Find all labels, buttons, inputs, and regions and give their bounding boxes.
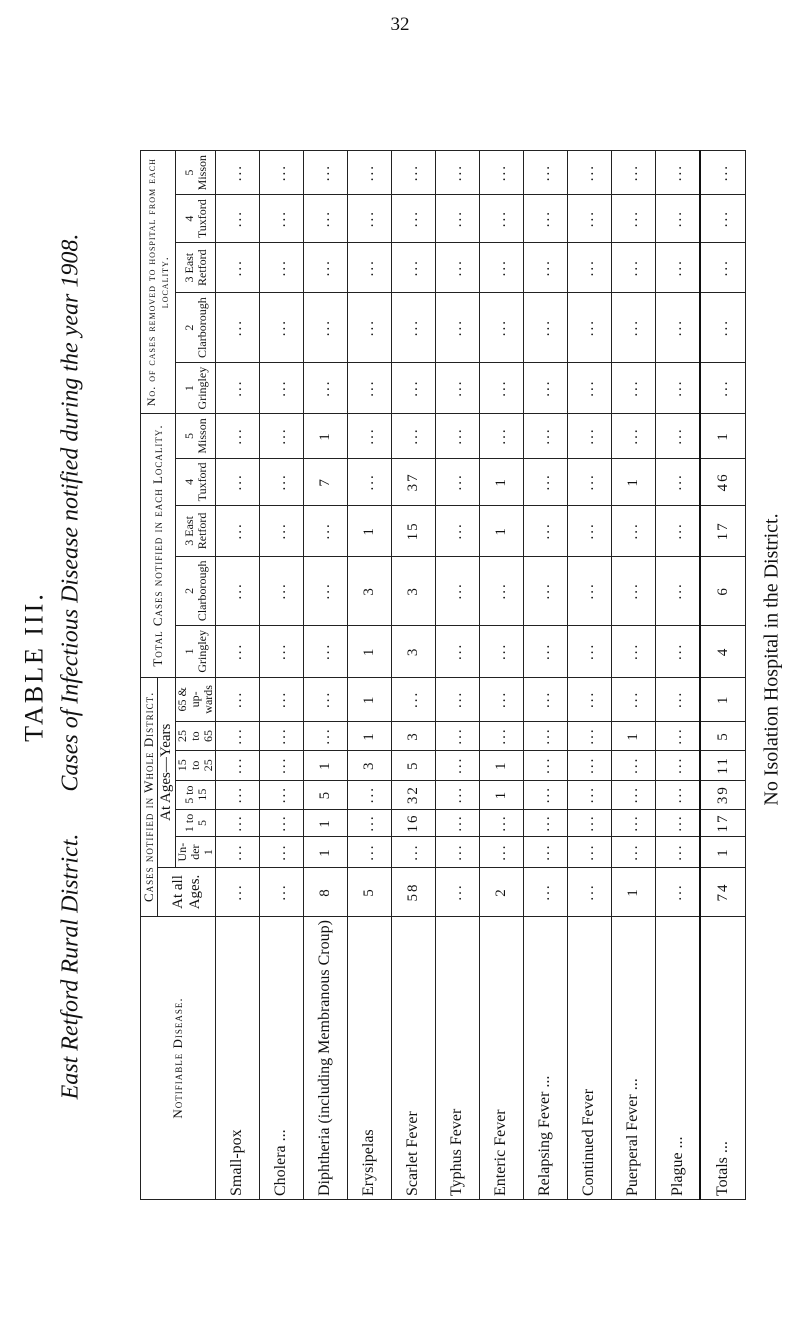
- locality-total-cell: 1: [611, 458, 655, 506]
- removed-cell: ...: [259, 195, 303, 243]
- age-cell: ...: [611, 809, 655, 837]
- locality-total-cell: ...: [567, 506, 611, 556]
- age-cell: ...: [655, 750, 700, 780]
- removed-cell: ...: [700, 151, 745, 195]
- locality-total-cell: ...: [479, 626, 523, 678]
- removed-cell: ...: [435, 151, 479, 195]
- header-removed-1: 1 Gringley: [176, 362, 216, 414]
- all-ages-cell: ...: [655, 867, 700, 916]
- locality-total-cell: ...: [347, 414, 391, 458]
- table-container: [140, 150, 746, 1200]
- disease-cell: Cholera ...: [259, 917, 303, 1200]
- age-cell: 3: [391, 722, 435, 751]
- removed-cell: ...: [567, 151, 611, 195]
- age-cell: ...: [259, 837, 303, 868]
- removed-cell: ...: [479, 151, 523, 195]
- removed-cell: ...: [611, 243, 655, 293]
- age-cell: ...: [435, 780, 479, 809]
- removed-cell: ...: [259, 293, 303, 363]
- age-cell: ...: [259, 677, 303, 722]
- removed-cell: ...: [347, 362, 391, 414]
- disease-cell: Typhus Fever: [435, 917, 479, 1200]
- age-cell: ...: [567, 780, 611, 809]
- age-cell: ...: [216, 750, 260, 780]
- removed-cell: ...: [216, 243, 260, 293]
- removed-cell: ...: [216, 293, 260, 363]
- removed-cell: ...: [391, 243, 435, 293]
- district-name: East Retford Rural District.: [57, 833, 84, 1100]
- age-cell: ...: [655, 677, 700, 722]
- removed-cell: ...: [391, 195, 435, 243]
- locality-total-cell: 3: [347, 556, 391, 626]
- age-cell: ...: [523, 780, 567, 809]
- table-row: [479, 151, 523, 1200]
- age-cell: ...: [435, 837, 479, 868]
- age-cell: 1: [303, 809, 347, 837]
- header-removed-4: 4 Tuxford: [176, 195, 216, 243]
- age-cell: ...: [655, 722, 700, 751]
- age-cell: ...: [216, 722, 260, 751]
- removed-cell: ...: [347, 151, 391, 195]
- removed-cell: ...: [567, 243, 611, 293]
- header-removed-5: 5 Misson: [176, 151, 216, 195]
- locality-total-cell: ...: [567, 626, 611, 678]
- all-ages-cell: 74: [700, 867, 745, 916]
- age-cell: ...: [479, 837, 523, 868]
- header-age-0: Un-der 1: [176, 837, 216, 868]
- header-age-5: 65 & up-wards: [176, 677, 216, 722]
- age-cell: ...: [435, 750, 479, 780]
- locality-total-cell: 1: [347, 506, 391, 556]
- age-cell: 1: [347, 722, 391, 751]
- header-total-locality: Total Cases notified in each Locality.: [141, 414, 176, 677]
- locality-total-cell: ...: [216, 626, 260, 678]
- locality-total-cell: ...: [611, 556, 655, 626]
- age-cell: ...: [391, 677, 435, 722]
- locality-total-cell: ...: [216, 506, 260, 556]
- age-cell: ...: [216, 809, 260, 837]
- table-row: [303, 151, 347, 1200]
- removed-cell: ...: [655, 195, 700, 243]
- removed-cell: ...: [523, 151, 567, 195]
- locality-total-cell: ...: [435, 556, 479, 626]
- disease-cell: Continued Fever: [567, 917, 611, 1200]
- age-cell: ...: [611, 780, 655, 809]
- removed-cell: ...: [216, 151, 260, 195]
- removed-cell: ...: [479, 362, 523, 414]
- locality-total-cell: 1: [347, 626, 391, 678]
- locality-total-cell: 1: [479, 458, 523, 506]
- age-cell: 11: [700, 750, 745, 780]
- removed-cell: ...: [611, 293, 655, 363]
- removed-cell: ...: [435, 293, 479, 363]
- side-note: No Isolation Hospital in the District.: [760, 513, 783, 806]
- removed-cell: ...: [523, 195, 567, 243]
- removed-cell: ...: [700, 195, 745, 243]
- header-locality-4: 4 Tuxford: [176, 458, 216, 506]
- removed-cell: ...: [435, 195, 479, 243]
- table-row: [611, 151, 655, 1200]
- age-cell: ...: [523, 750, 567, 780]
- age-cell: ...: [435, 677, 479, 722]
- locality-total-cell: ...: [655, 626, 700, 678]
- locality-total-cell: 1: [303, 414, 347, 458]
- locality-total-cell: ...: [523, 556, 567, 626]
- removed-cell: ...: [303, 243, 347, 293]
- age-cell: ...: [216, 677, 260, 722]
- locality-total-cell: 17: [700, 506, 745, 556]
- locality-total-cell: ...: [479, 556, 523, 626]
- table-row: [655, 151, 700, 1200]
- age-cell: 5: [700, 722, 745, 751]
- locality-total-cell: ...: [479, 414, 523, 458]
- removed-cell: ...: [259, 243, 303, 293]
- age-cell: ...: [655, 780, 700, 809]
- header-at-all-ages: At all Ages.: [158, 867, 216, 916]
- table-row: [391, 151, 435, 1200]
- locality-total-cell: ...: [303, 506, 347, 556]
- removed-cell: ...: [700, 243, 745, 293]
- table-row: [347, 151, 391, 1200]
- locality-total-cell: 4: [700, 626, 745, 678]
- removed-cell: ...: [303, 151, 347, 195]
- age-cell: 1: [700, 677, 745, 722]
- age-cell: 1: [347, 677, 391, 722]
- removed-cell: ...: [700, 293, 745, 363]
- removed-cell: ...: [303, 362, 347, 414]
- locality-total-cell: ...: [303, 626, 347, 678]
- age-cell: ...: [347, 809, 391, 837]
- removed-cell: ...: [700, 362, 745, 414]
- age-cell: 1: [303, 750, 347, 780]
- age-cell: ...: [523, 677, 567, 722]
- disease-cell: Puerperal Fever ...: [611, 917, 655, 1200]
- removed-cell: ...: [347, 243, 391, 293]
- locality-total-cell: ...: [523, 414, 567, 458]
- removed-cell: ...: [655, 243, 700, 293]
- removed-cell: ...: [611, 151, 655, 195]
- locality-total-cell: ...: [655, 556, 700, 626]
- removed-cell: ...: [216, 362, 260, 414]
- table-row: [216, 151, 260, 1200]
- age-cell: ...: [655, 837, 700, 868]
- locality-total-cell: ...: [435, 458, 479, 506]
- age-cell: 1: [303, 837, 347, 868]
- table-subtitle: Cases of Infectious Disease notified during the year 1908.: [57, 233, 84, 792]
- all-ages-cell: 1: [611, 867, 655, 916]
- table-row: [259, 151, 303, 1200]
- locality-total-cell: 37: [391, 458, 435, 506]
- disease-cell: Small-pox: [216, 917, 260, 1200]
- age-cell: 5: [303, 780, 347, 809]
- age-cell: ...: [479, 809, 523, 837]
- age-cell: 16: [391, 809, 435, 837]
- locality-total-cell: ...: [523, 506, 567, 556]
- age-cell: ...: [655, 809, 700, 837]
- removed-cell: ...: [567, 293, 611, 363]
- age-cell: ...: [259, 722, 303, 751]
- removed-cell: ...: [567, 362, 611, 414]
- removed-cell: ...: [435, 243, 479, 293]
- removed-cell: ...: [435, 362, 479, 414]
- header-whole-district: Cases notified in Whole District.: [141, 677, 158, 916]
- removed-cell: ...: [479, 293, 523, 363]
- age-cell: 1: [479, 750, 523, 780]
- removed-cell: ...: [523, 293, 567, 363]
- header-locality-3: 3 East Retford: [176, 506, 216, 556]
- age-cell: ...: [567, 750, 611, 780]
- age-cell: ...: [435, 722, 479, 751]
- all-ages-cell: ...: [259, 867, 303, 916]
- table-row: [567, 151, 611, 1200]
- locality-total-cell: ...: [523, 626, 567, 678]
- locality-total-cell: 1: [700, 414, 745, 458]
- removed-cell: ...: [655, 293, 700, 363]
- locality-total-cell: ...: [347, 458, 391, 506]
- age-cell: ...: [303, 677, 347, 722]
- disease-cell: Scarlet Fever: [391, 917, 435, 1200]
- disease-cell: Relapsing Fever ...: [523, 917, 567, 1200]
- removed-cell: ...: [611, 362, 655, 414]
- removed-cell: ...: [391, 362, 435, 414]
- removed-cell: ...: [391, 151, 435, 195]
- age-cell: ...: [567, 837, 611, 868]
- age-cell: ...: [216, 780, 260, 809]
- locality-total-cell: ...: [259, 556, 303, 626]
- disease-cell: Diphtheria (including Membranous Croup): [303, 917, 347, 1200]
- locality-total-cell: ...: [216, 458, 260, 506]
- age-cell: ...: [523, 809, 567, 837]
- age-cell: ...: [523, 837, 567, 868]
- locality-total-cell: ...: [216, 414, 260, 458]
- age-cell: 1: [611, 722, 655, 751]
- locality-total-cell: 3: [391, 556, 435, 626]
- locality-total-cell: 46: [700, 458, 745, 506]
- table-row: [523, 151, 567, 1200]
- all-ages-cell: ...: [216, 867, 260, 916]
- all-ages-cell: ...: [523, 867, 567, 916]
- all-ages-cell: 58: [391, 867, 435, 916]
- header-disease: Notifiable Disease.: [141, 917, 216, 1200]
- age-cell: 3: [347, 750, 391, 780]
- locality-total-cell: 15: [391, 506, 435, 556]
- table-label: TABLE III.: [19, 591, 49, 742]
- age-cell: ...: [611, 837, 655, 868]
- removed-cell: ...: [655, 362, 700, 414]
- header-age-1: 1 to 5: [176, 809, 216, 837]
- removed-cell: ...: [347, 293, 391, 363]
- header-removed-3: 3 East Retford: [176, 243, 216, 293]
- age-cell: ...: [259, 780, 303, 809]
- header-age-4: 25 to 65: [176, 722, 216, 751]
- age-cell: ...: [611, 750, 655, 780]
- removed-cell: ...: [391, 293, 435, 363]
- removed-cell: ...: [611, 195, 655, 243]
- locality-total-cell: ...: [523, 458, 567, 506]
- locality-total-cell: ...: [435, 626, 479, 678]
- locality-total-cell: ...: [435, 506, 479, 556]
- removed-cell: ...: [216, 195, 260, 243]
- disease-cell: Totals ...: [700, 917, 745, 1200]
- disease-cell: Plague ...: [655, 917, 700, 1200]
- age-cell: ...: [391, 837, 435, 868]
- age-cell: ...: [479, 722, 523, 751]
- locality-total-cell: ...: [655, 506, 700, 556]
- age-cell: ...: [347, 837, 391, 868]
- disease-cell: Enteric Fever: [479, 917, 523, 1200]
- age-cell: ...: [259, 750, 303, 780]
- age-cell: 32: [391, 780, 435, 809]
- locality-total-cell: 6: [700, 556, 745, 626]
- removed-cell: ...: [303, 195, 347, 243]
- age-cell: ...: [303, 722, 347, 751]
- header-locality-2: 2 Clarborough: [176, 556, 216, 626]
- removed-cell: ...: [567, 195, 611, 243]
- all-ages-cell: 2: [479, 867, 523, 916]
- age-cell: 1: [479, 780, 523, 809]
- age-cell: ...: [259, 809, 303, 837]
- locality-total-cell: 1: [479, 506, 523, 556]
- age-cell: ...: [567, 722, 611, 751]
- table-body: [216, 151, 746, 1200]
- age-cell: 39: [700, 780, 745, 809]
- locality-total-cell: ...: [259, 506, 303, 556]
- locality-total-cell: ...: [567, 458, 611, 506]
- all-ages-cell: 5: [347, 867, 391, 916]
- all-ages-cell: ...: [567, 867, 611, 916]
- table-title: [20, 67, 85, 1267]
- locality-total-cell: ...: [567, 414, 611, 458]
- disease-cell: Erysipelas: [347, 917, 391, 1200]
- age-cell: 5: [391, 750, 435, 780]
- removed-cell: ...: [523, 243, 567, 293]
- all-ages-cell: ...: [435, 867, 479, 916]
- header-removed-2: 2 Clarborough: [176, 293, 216, 363]
- locality-total-cell: ...: [259, 458, 303, 506]
- locality-total-cell: ...: [259, 414, 303, 458]
- age-cell: ...: [347, 780, 391, 809]
- removed-cell: ...: [655, 151, 700, 195]
- age-cell: 17: [700, 809, 745, 837]
- age-cell: ...: [479, 677, 523, 722]
- locality-total-cell: ...: [611, 506, 655, 556]
- age-cell: ...: [611, 677, 655, 722]
- table-row: [435, 151, 479, 1200]
- locality-total-cell: 7: [303, 458, 347, 506]
- header-locality-5: 5 Misson: [176, 414, 216, 458]
- removed-cell: ...: [479, 195, 523, 243]
- age-cell: ...: [435, 809, 479, 837]
- locality-total-cell: ...: [611, 626, 655, 678]
- removed-cell: ...: [259, 362, 303, 414]
- removed-cell: ...: [347, 195, 391, 243]
- locality-total-cell: 3: [391, 626, 435, 678]
- age-cell: ...: [567, 809, 611, 837]
- locality-total-cell: ...: [303, 556, 347, 626]
- removed-cell: ...: [479, 243, 523, 293]
- locality-total-cell: ...: [655, 458, 700, 506]
- locality-total-cell: ...: [259, 626, 303, 678]
- infectious-disease-table: [140, 150, 746, 1200]
- locality-total-cell: ...: [435, 414, 479, 458]
- header-removed: No. of cases removed to hospital from each locality.: [141, 151, 176, 414]
- page-number: 32: [390, 14, 410, 35]
- header-age-3: 15 to 25: [176, 750, 216, 780]
- header-at-ages: At Ages—Years: [158, 677, 176, 867]
- locality-total-cell: ...: [216, 556, 260, 626]
- age-cell: ...: [567, 677, 611, 722]
- age-cell: ...: [523, 722, 567, 751]
- removed-cell: ...: [523, 362, 567, 414]
- locality-total-cell: ...: [391, 414, 435, 458]
- table-row: [700, 151, 745, 1200]
- age-cell: ...: [216, 837, 260, 868]
- header-locality-1: 1 Gringley: [176, 626, 216, 678]
- age-cell: 1: [700, 837, 745, 868]
- locality-total-cell: ...: [567, 556, 611, 626]
- locality-total-cell: ...: [655, 414, 700, 458]
- header-age-2: 5 to 15: [176, 780, 216, 809]
- removed-cell: ...: [259, 151, 303, 195]
- all-ages-cell: 8: [303, 867, 347, 916]
- removed-cell: ...: [303, 293, 347, 363]
- locality-total-cell: ...: [611, 414, 655, 458]
